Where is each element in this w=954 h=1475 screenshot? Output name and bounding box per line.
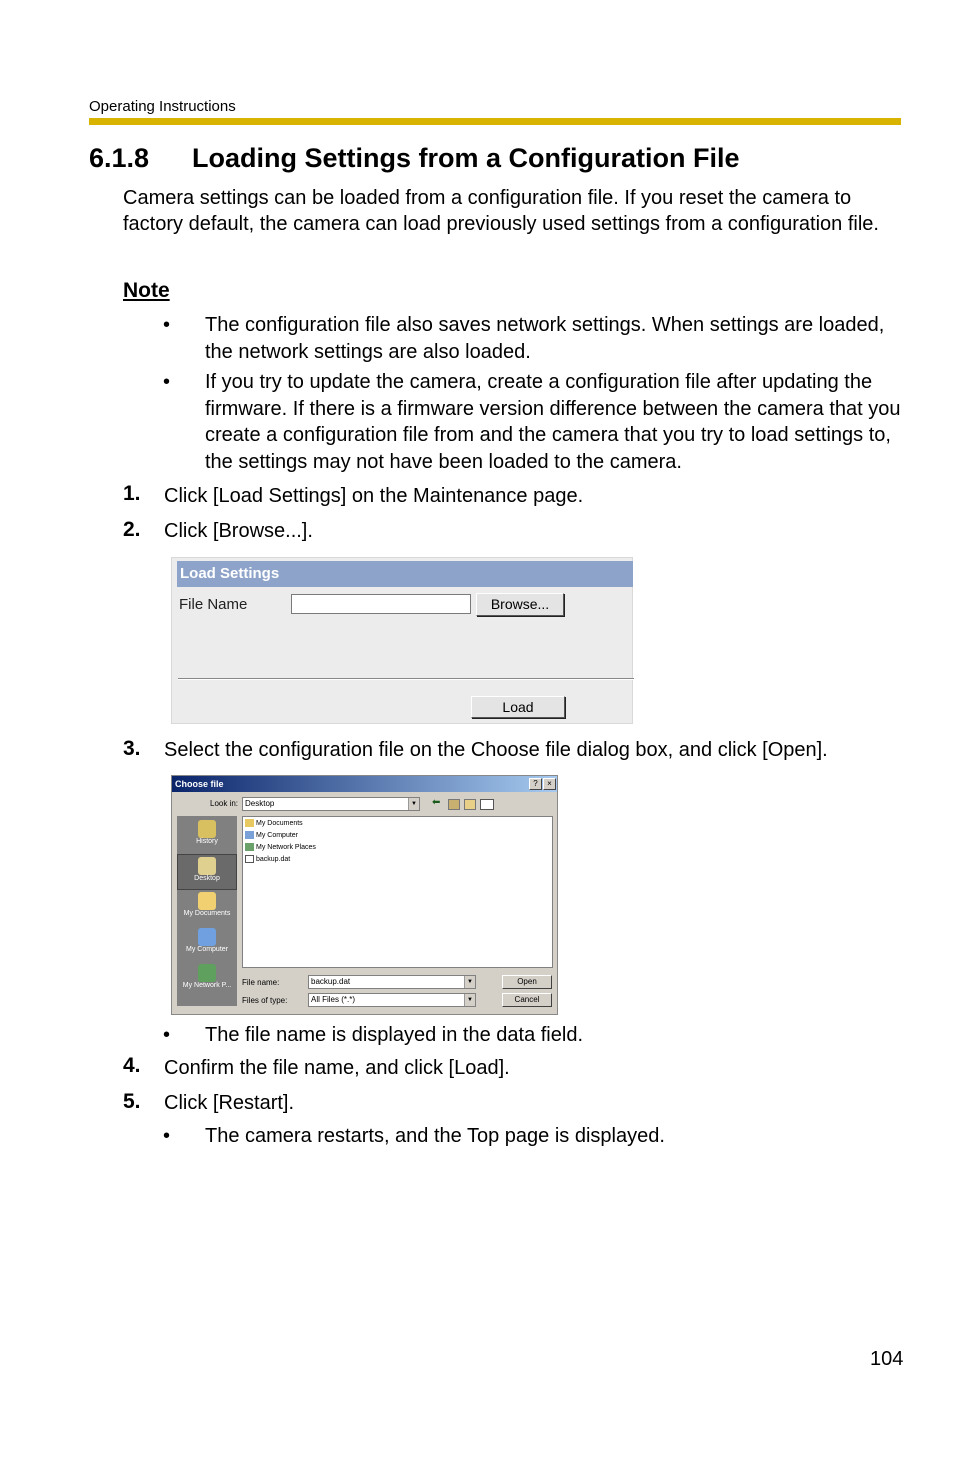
file-label: My Documents bbox=[256, 819, 303, 827]
file-label: backup.dat bbox=[256, 855, 291, 863]
dialog-title: Choose file bbox=[172, 776, 557, 792]
bullet-marker: • bbox=[163, 371, 171, 393]
step-number-3: 3. bbox=[123, 737, 141, 760]
place-my-documents[interactable] bbox=[177, 890, 237, 926]
place-history[interactable] bbox=[177, 818, 237, 854]
folder-icon bbox=[198, 892, 216, 910]
browse-button[interactable]: Browse... bbox=[476, 593, 564, 616]
file-name-label: File Name bbox=[179, 596, 248, 613]
file-name-value: backup.dat bbox=[311, 977, 351, 986]
section-title: Loading Settings from a Configuration File bbox=[192, 143, 740, 173]
place-label: My Computer bbox=[185, 946, 228, 953]
note-title: Note bbox=[123, 279, 170, 302]
step-number-5: 5. bbox=[123, 1090, 141, 1113]
step3-bullet: The file name is displayed in the data field. bbox=[205, 1024, 583, 1046]
chevron-down-icon: ▼ bbox=[464, 976, 475, 988]
list-item[interactable] bbox=[245, 819, 303, 827]
header-rule bbox=[89, 118, 901, 125]
places-bar bbox=[177, 816, 237, 1006]
chevron-down-icon: ▼ bbox=[464, 994, 475, 1006]
file-name-label: File name: bbox=[242, 978, 280, 987]
step-text-4: Confirm the file name, and click [Load]. bbox=[164, 1057, 510, 1079]
view-menu-icon[interactable] bbox=[480, 799, 494, 810]
bullet-marker: • bbox=[163, 1125, 171, 1147]
step-text-1: Click [Load Settings] on the Maintenance page. bbox=[164, 485, 584, 507]
look-in-select[interactable] bbox=[242, 797, 420, 811]
intro-paragraph: Camera settings can be loaded from a configuration file. If you reset the camera to factory default, the camera can load previously used settings from a configuration file. bbox=[123, 187, 879, 235]
place-desktop[interactable] bbox=[177, 854, 237, 890]
computer-icon bbox=[198, 928, 216, 946]
section-heading bbox=[89, 143, 740, 174]
load-button[interactable]: Load bbox=[471, 696, 565, 718]
step-number-1: 1. bbox=[123, 482, 141, 505]
file-name-input[interactable] bbox=[291, 594, 471, 614]
cancel-button[interactable]: Cancel bbox=[502, 993, 552, 1007]
note-bullet-1: The configuration file also saves network settings. When settings are loaded, the network settings are also loaded. bbox=[205, 314, 885, 363]
files-of-type-value: All Files (*.*) bbox=[311, 995, 356, 1004]
look-in-label: Look in: bbox=[210, 799, 239, 808]
choose-file-dialog bbox=[171, 775, 558, 1015]
look-in-value: Desktop bbox=[245, 799, 275, 808]
file-list bbox=[242, 816, 553, 968]
up-folder-icon[interactable] bbox=[448, 799, 460, 810]
place-label: My Network P... bbox=[182, 982, 232, 989]
page-number: 104 bbox=[870, 1348, 904, 1370]
place-my-computer[interactable] bbox=[177, 926, 237, 962]
place-label: History bbox=[196, 838, 218, 845]
step-text-2: Click [Browse...]. bbox=[164, 520, 313, 542]
network-icon bbox=[245, 843, 254, 851]
place-label: My Documents bbox=[183, 910, 231, 917]
section-number: 6.1.8 bbox=[89, 143, 150, 173]
step-number-4: 4. bbox=[123, 1054, 141, 1077]
files-of-type-label: Files of type: bbox=[242, 996, 288, 1005]
history-icon bbox=[198, 820, 216, 838]
desktop-icon bbox=[198, 857, 216, 875]
note-bullet-2: If you try to update the camera, create a configuration file after updating the firmware. If there is a firmware version difference between the camera that you create a configuration file from and the camera that you try to load settings to, the settings may not have been loaded to the camera. bbox=[205, 371, 901, 473]
step-text-3: Select the configuration file on the Choose file dialog box, and click [Open]. bbox=[164, 739, 828, 761]
list-item[interactable] bbox=[245, 831, 298, 839]
load-settings-title: Load Settings bbox=[177, 561, 633, 587]
bullet-marker: • bbox=[163, 1024, 171, 1046]
open-button[interactable]: Open bbox=[502, 975, 552, 989]
file-icon bbox=[245, 855, 254, 863]
step-number-2: 2. bbox=[123, 518, 141, 541]
panel-divider bbox=[178, 678, 634, 680]
list-item[interactable] bbox=[245, 855, 290, 863]
running-header: Operating Instructions bbox=[89, 98, 236, 115]
back-arrow-icon[interactable]: ⬅ bbox=[432, 797, 441, 808]
load-settings-panel bbox=[171, 557, 633, 724]
network-icon bbox=[198, 964, 216, 982]
help-button[interactable]: ? bbox=[529, 778, 542, 790]
dialog-file-name-input[interactable] bbox=[308, 975, 476, 989]
files-of-type-select[interactable] bbox=[308, 993, 476, 1007]
list-item[interactable] bbox=[245, 843, 316, 851]
close-button[interactable]: × bbox=[543, 778, 556, 790]
bullet-marker: • bbox=[163, 314, 171, 336]
computer-icon bbox=[245, 831, 254, 839]
file-label: My Network Places bbox=[256, 843, 316, 851]
chevron-down-icon: ▼ bbox=[408, 798, 419, 810]
step-text-5: Click [Restart]. bbox=[164, 1092, 295, 1114]
place-my-network[interactable] bbox=[177, 962, 237, 998]
file-label: My Computer bbox=[256, 831, 299, 839]
step5-bullet: The camera restarts, and the Top page is displayed. bbox=[205, 1125, 665, 1147]
place-label: Desktop bbox=[194, 875, 220, 882]
new-folder-icon[interactable] bbox=[464, 799, 476, 810]
folder-icon bbox=[245, 819, 254, 827]
